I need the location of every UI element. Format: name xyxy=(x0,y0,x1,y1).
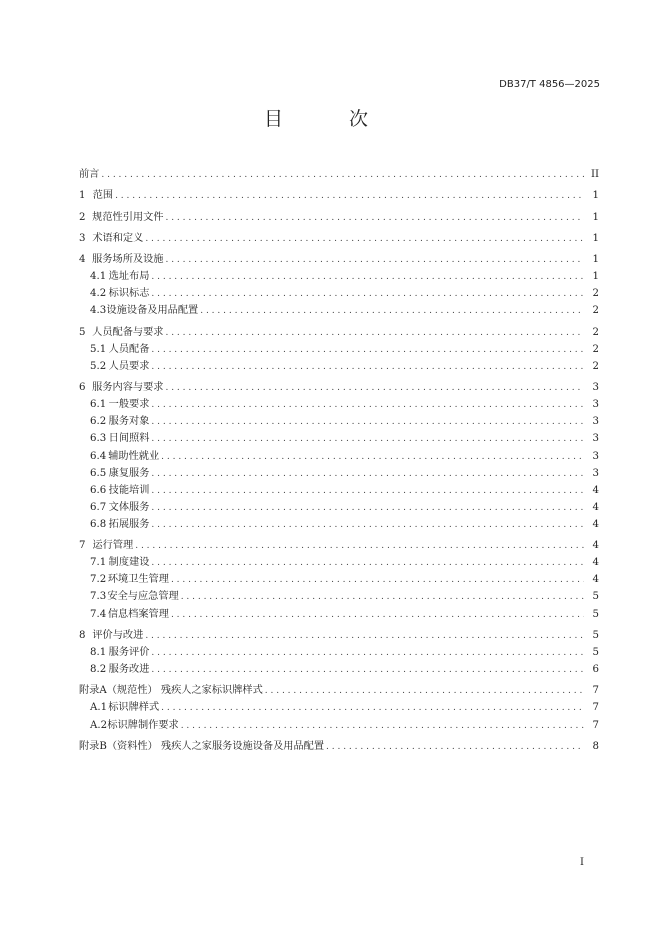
toc-dot-leader xyxy=(200,303,584,320)
toc-entry[interactable] xyxy=(79,554,599,571)
toc-dot-leader xyxy=(165,210,584,227)
toc-entry-label: 日间照料 xyxy=(108,433,150,445)
toc-entry-label: 信息档案管理 xyxy=(107,608,169,620)
toc-entry[interactable] xyxy=(79,209,599,226)
toc-entry-label: 规范性引用文件 xyxy=(92,211,164,223)
toc-entry-label: 运行管理 xyxy=(92,540,134,552)
toc-entry-label: 服务改进 xyxy=(108,664,150,676)
toc-entry[interactable] xyxy=(79,482,599,499)
toc-entry-label: 附录B（资料性） 残疾人之家服务设施设备及用品配置 xyxy=(79,740,325,752)
toc-entry-number: 8.2 xyxy=(90,664,107,676)
toc-entry-page: 3 xyxy=(592,467,599,479)
toc-entry[interactable] xyxy=(79,448,599,465)
toc-dot-leader xyxy=(165,380,584,397)
toc-entry-page: 4 xyxy=(592,484,599,496)
toc-entry-number: 6.8 xyxy=(90,518,107,530)
toc-entry-page: 7 xyxy=(592,685,599,697)
document-code: DB37/T 4856—2025 xyxy=(499,79,600,90)
toc-entry-label: 环境卫生管理 xyxy=(107,574,169,586)
toc-entry-label: 前言 xyxy=(79,169,100,180)
toc-entry-number: 6.2 xyxy=(90,416,107,428)
toc-entry-number: 4.3 xyxy=(90,305,107,317)
toc-entry-number: 8.1 xyxy=(90,646,107,658)
toc-entry-number: 7.3 xyxy=(90,591,107,603)
toc-entry-page: 3 xyxy=(592,450,599,462)
toc-entry-page: 4 xyxy=(592,501,599,513)
toc-entry-number: 5 xyxy=(79,326,86,338)
toc-entry[interactable] xyxy=(79,187,599,204)
toc-entry[interactable] xyxy=(79,661,599,678)
toc-dot-leader xyxy=(161,700,584,717)
toc-entry-label: 拓展服务 xyxy=(108,518,150,530)
toc-entry-label: 人员要求 xyxy=(108,360,150,372)
toc-entry-number: 7.4 xyxy=(90,608,107,620)
toc-dot-leader xyxy=(151,359,584,376)
toc-entry-label: 服务内容与要求 xyxy=(92,382,164,394)
toc-entry-label: 附录A（规范性） 残疾人之家标识牌样式 xyxy=(79,685,263,697)
toc-entry[interactable] xyxy=(79,606,599,623)
toc-entry-page: II xyxy=(590,169,599,180)
toc-entry[interactable] xyxy=(79,699,599,716)
page-title: 目 次 xyxy=(263,108,399,130)
toc-entry-page: 1 xyxy=(592,232,599,244)
toc-entry-label: 评价与改进 xyxy=(92,629,144,641)
toc-dot-leader xyxy=(151,286,584,303)
toc-entry[interactable] xyxy=(79,268,599,285)
toc-entry-number: 4 xyxy=(79,254,86,266)
toc-entry-page: 2 xyxy=(592,343,599,355)
toc-entry-number: 7.1 xyxy=(90,557,107,569)
toc-dot-leader xyxy=(151,269,584,286)
toc-dot-leader xyxy=(165,325,584,342)
toc-entry[interactable] xyxy=(79,302,599,319)
toc-entry-label: 一般要求 xyxy=(108,399,150,411)
toc-entry-number: 6.1 xyxy=(90,399,107,411)
toc-dot-leader xyxy=(171,572,584,589)
toc-dot-leader xyxy=(181,589,584,606)
toc-entry[interactable] xyxy=(79,379,599,396)
toc-entry-page: 4 xyxy=(592,518,599,530)
toc-entry[interactable] xyxy=(79,738,599,755)
toc-entry-label: 制度建设 xyxy=(108,557,150,569)
toc-dot-leader xyxy=(115,188,584,205)
toc-entry-page: 5 xyxy=(592,646,599,658)
toc-entry[interactable] xyxy=(79,251,599,268)
toc-entry-number: A.2 xyxy=(90,719,108,731)
toc-dot-leader xyxy=(151,397,584,414)
toc-entry-page: 6 xyxy=(592,664,599,676)
toc-entry-label: 服务场所及设施 xyxy=(92,254,164,266)
toc-entry-page: 2 xyxy=(592,326,599,338)
toc-entry-number: 5.1 xyxy=(90,343,107,355)
toc-dot-leader xyxy=(151,431,584,448)
toc-entry-number: 7.2 xyxy=(90,574,107,586)
toc-entry-number: 6.6 xyxy=(90,484,107,496)
toc-dot-leader xyxy=(265,683,584,700)
toc-entry-label: 服务对象 xyxy=(108,416,150,428)
toc-entry-number: 5.2 xyxy=(90,360,107,372)
toc-dot-leader xyxy=(171,607,584,624)
toc-dot-leader xyxy=(151,466,584,483)
toc-entry[interactable] xyxy=(79,285,599,302)
toc-entry-page: 1 xyxy=(592,271,599,283)
toc-entry[interactable] xyxy=(79,430,599,447)
toc-entry-label: 文体服务 xyxy=(108,501,150,513)
toc-entry-label: 标识牌制作要求 xyxy=(107,719,179,731)
toc-entry-label: 标识标志 xyxy=(108,288,150,300)
toc-entry-number: 6.7 xyxy=(90,501,107,513)
toc-entry-number: 8 xyxy=(79,629,86,641)
page-number: I xyxy=(580,857,584,868)
toc-entry-page: 1 xyxy=(592,254,599,266)
toc-dot-leader xyxy=(326,739,584,756)
toc-entry-page: 4 xyxy=(592,557,599,569)
table-of-contents xyxy=(79,166,599,755)
toc-entry-page: 7 xyxy=(592,702,599,714)
toc-entry[interactable] xyxy=(79,465,599,482)
toc-entry-page: 3 xyxy=(592,416,599,428)
toc-entry[interactable] xyxy=(79,166,599,183)
toc-entry-number: 4.1 xyxy=(90,271,107,283)
toc-entry[interactable] xyxy=(79,717,599,734)
toc-entry-page: 8 xyxy=(592,740,599,752)
toc-entry-number: 1 xyxy=(79,190,86,202)
toc-dot-leader xyxy=(151,414,584,431)
toc-entry-number: A.1 xyxy=(90,702,108,714)
toc-entry-label: 安全与应急管理 xyxy=(107,591,179,603)
toc-entry-page: 1 xyxy=(592,211,599,223)
toc-entry-page: 5 xyxy=(592,608,599,620)
toc-entry[interactable] xyxy=(79,627,599,644)
toc-entry-number: 7 xyxy=(79,540,86,552)
toc-entry[interactable] xyxy=(79,413,599,430)
toc-entry-page: 3 xyxy=(592,399,599,411)
toc-dot-leader xyxy=(145,628,584,645)
toc-entry[interactable] xyxy=(79,499,599,516)
toc-entry-page: 7 xyxy=(592,719,599,731)
toc-entry-page: 2 xyxy=(592,360,599,372)
toc-entry-number: 2 xyxy=(79,211,86,223)
toc-entry-page: 3 xyxy=(592,433,599,445)
toc-entry-label: 服务评价 xyxy=(108,646,150,658)
toc-entry-page: 3 xyxy=(592,382,599,394)
toc-entry-label: 标识牌样式 xyxy=(108,702,160,714)
toc-dot-leader xyxy=(151,500,584,517)
toc-entry-label: 人员配备与要求 xyxy=(92,326,164,338)
toc-entry[interactable] xyxy=(79,588,599,605)
toc-entry-label: 术语和定义 xyxy=(92,232,144,244)
toc-entry-page: 2 xyxy=(592,305,599,317)
toc-entry-page: 5 xyxy=(592,629,599,641)
toc-entry-label: 选址布局 xyxy=(108,271,150,283)
toc-dot-leader xyxy=(151,662,584,679)
toc-dot-leader xyxy=(151,342,584,359)
toc-entry-page: 4 xyxy=(592,574,599,586)
toc-entry[interactable] xyxy=(79,516,599,533)
toc-dot-leader xyxy=(101,167,584,184)
toc-entry-label: 辅助性就业 xyxy=(108,450,160,462)
toc-entry-label: 设施设备及用品配置 xyxy=(106,305,199,317)
toc-entry-label: 技能培训 xyxy=(108,484,150,496)
toc-dot-leader xyxy=(161,449,584,466)
toc-entry-number: 6.5 xyxy=(90,467,107,479)
toc-entry[interactable] xyxy=(79,571,599,588)
toc-entry-page: 1 xyxy=(592,190,599,202)
toc-entry-label: 范围 xyxy=(92,190,114,202)
toc-entry[interactable] xyxy=(79,324,599,341)
toc-dot-leader xyxy=(151,645,584,662)
toc-entry-label: 人员配备 xyxy=(108,343,150,355)
toc-entry-page: 2 xyxy=(592,288,599,300)
toc-entry-page: 4 xyxy=(592,540,599,552)
toc-entry-number: 6 xyxy=(79,382,86,394)
toc-entry[interactable] xyxy=(79,682,599,699)
toc-entry-page: 5 xyxy=(592,591,599,603)
toc-entry-number: 3 xyxy=(79,232,86,244)
toc-entry[interactable] xyxy=(79,341,599,358)
toc-dot-leader xyxy=(151,483,584,500)
toc-dot-leader xyxy=(165,252,584,269)
toc-entry[interactable] xyxy=(79,644,599,661)
toc-dot-leader xyxy=(151,555,584,572)
toc-entry-label: 康复服务 xyxy=(108,467,150,479)
toc-entry[interactable] xyxy=(79,537,599,554)
toc-entry-number: 4.2 xyxy=(90,288,107,300)
toc-entry[interactable] xyxy=(79,230,599,247)
toc-dot-leader xyxy=(181,718,584,735)
toc-entry-number: 6.4 xyxy=(90,450,107,462)
toc-dot-leader xyxy=(135,538,584,555)
toc-entry[interactable] xyxy=(79,358,599,375)
toc-dot-leader xyxy=(151,517,584,534)
toc-entry[interactable] xyxy=(79,396,599,413)
toc-dot-leader xyxy=(145,231,584,248)
toc-entry-number: 6.3 xyxy=(90,433,107,445)
